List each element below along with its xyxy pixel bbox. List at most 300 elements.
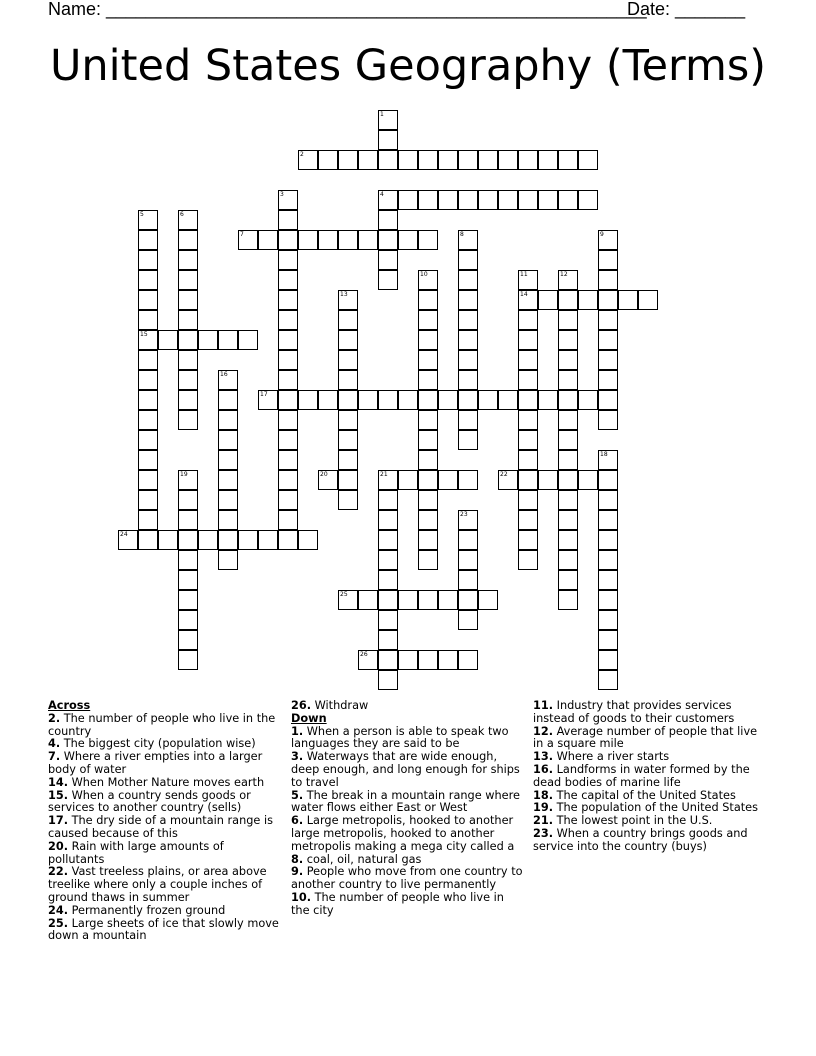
across-clue xyxy=(291,700,523,713)
crossword-cell[interactable] xyxy=(138,330,158,350)
crossword-cell[interactable] xyxy=(518,470,538,490)
crossword-cell[interactable] xyxy=(458,390,478,410)
crossword-cell[interactable] xyxy=(418,530,438,550)
crossword-cell[interactable] xyxy=(378,590,398,610)
crossword-cell[interactable] xyxy=(458,310,478,330)
crossword-cell[interactable] xyxy=(138,350,158,370)
crossword-cell[interactable] xyxy=(538,290,558,310)
crossword-cell[interactable] xyxy=(178,610,198,630)
crossword-cell[interactable] xyxy=(278,190,298,210)
crossword-cell[interactable] xyxy=(378,270,398,290)
crossword-cell[interactable] xyxy=(258,530,278,550)
crossword-cell[interactable] xyxy=(338,310,358,330)
crossword-cell[interactable] xyxy=(398,650,418,670)
crossword-cell[interactable] xyxy=(558,390,578,410)
crossword-cell[interactable] xyxy=(478,390,498,410)
crossword-cell[interactable] xyxy=(378,230,398,250)
crossword-cell[interactable] xyxy=(518,450,538,470)
crossword-cell[interactable] xyxy=(438,150,458,170)
crossword-cell[interactable] xyxy=(178,530,198,550)
crossword-cell[interactable] xyxy=(218,450,238,470)
crossword-cell[interactable] xyxy=(398,390,418,410)
crossword-cell[interactable] xyxy=(138,390,158,410)
crossword-cell[interactable] xyxy=(518,370,538,390)
crossword-cell[interactable] xyxy=(438,190,458,210)
crossword-cell[interactable] xyxy=(358,590,378,610)
crossword-cell[interactable] xyxy=(218,330,238,350)
crossword-cell[interactable] xyxy=(518,150,538,170)
crossword-cell[interactable] xyxy=(598,630,618,650)
cell-number: 20 xyxy=(320,471,328,478)
down-heading: Down xyxy=(291,711,327,725)
crossword-cell[interactable] xyxy=(518,310,538,330)
crossword-cell[interactable] xyxy=(598,650,618,670)
crossword-cell[interactable] xyxy=(518,350,538,370)
crossword-cell[interactable] xyxy=(378,130,398,150)
crossword-cell[interactable] xyxy=(218,490,238,510)
crossword-cell[interactable] xyxy=(418,590,438,610)
crossword-cell[interactable] xyxy=(278,210,298,230)
crossword-cell[interactable] xyxy=(598,530,618,550)
crossword-cell[interactable] xyxy=(598,510,618,530)
crossword-cell[interactable] xyxy=(578,190,598,210)
crossword-cell[interactable] xyxy=(138,490,158,510)
crossword-cell[interactable] xyxy=(158,530,178,550)
crossword-cell[interactable] xyxy=(338,430,358,450)
clue-number: 2. xyxy=(48,711,61,725)
crossword-cell[interactable] xyxy=(178,510,198,530)
crossword-cell[interactable] xyxy=(358,390,378,410)
crossword-cell[interactable] xyxy=(458,250,478,270)
crossword-cell[interactable] xyxy=(318,470,338,490)
crossword-cell[interactable] xyxy=(338,290,358,310)
clue-text: Large metropolis, hooked to another large metropolis, hooked to another metropolis making a mega city called a xyxy=(291,814,515,853)
crossword-cell[interactable] xyxy=(138,290,158,310)
crossword-cell[interactable] xyxy=(198,330,218,350)
crossword-cell[interactable] xyxy=(598,330,618,350)
crossword-cell[interactable] xyxy=(458,190,478,210)
crossword-cell[interactable] xyxy=(178,210,198,230)
crossword-cell[interactable] xyxy=(178,270,198,290)
crossword-cell[interactable] xyxy=(518,270,538,290)
crossword-cell[interactable] xyxy=(358,230,378,250)
clue-number: 5. xyxy=(291,788,304,802)
crossword-cell[interactable] xyxy=(178,370,198,390)
crossword-cell[interactable] xyxy=(458,350,478,370)
crossword-cell[interactable] xyxy=(378,110,398,130)
clue-text: When a country brings goods and service into the country (buys) xyxy=(533,826,748,853)
crossword-cell[interactable] xyxy=(558,490,578,510)
crossword-cell[interactable] xyxy=(178,390,198,410)
clue-number: 22. xyxy=(48,865,69,879)
crossword-cell[interactable] xyxy=(178,490,198,510)
crossword-cell[interactable] xyxy=(358,650,378,670)
crossword-cell[interactable] xyxy=(378,150,398,170)
crossword-cell[interactable] xyxy=(278,250,298,270)
crossword-cell[interactable] xyxy=(458,370,478,390)
across-clue xyxy=(48,790,280,816)
crossword-cell[interactable] xyxy=(258,230,278,250)
clue-number: 8. xyxy=(291,852,304,866)
crossword-cell[interactable] xyxy=(338,330,358,350)
crossword-cell[interactable] xyxy=(418,390,438,410)
crossword-cell[interactable] xyxy=(598,670,618,690)
crossword-cell[interactable] xyxy=(478,590,498,610)
crossword-cell[interactable] xyxy=(138,250,158,270)
cell-number: 5 xyxy=(140,211,144,218)
crossword-cell[interactable] xyxy=(218,470,238,490)
cell-number: 6 xyxy=(180,211,184,218)
crossword-cell[interactable] xyxy=(378,190,398,210)
crossword-cell[interactable] xyxy=(558,530,578,550)
crossword-cell[interactable] xyxy=(138,210,158,230)
crossword-cell[interactable] xyxy=(178,250,198,270)
crossword-cell[interactable] xyxy=(458,330,478,350)
crossword-cell[interactable] xyxy=(318,390,338,410)
crossword-cell[interactable] xyxy=(458,530,478,550)
clues-column-1 xyxy=(48,700,280,943)
crossword-cell[interactable] xyxy=(418,650,438,670)
crossword-cell[interactable] xyxy=(318,150,338,170)
crossword-cell[interactable] xyxy=(178,650,198,670)
crossword-cell[interactable] xyxy=(598,290,618,310)
crossword-cell[interactable] xyxy=(418,470,438,490)
crossword-cell[interactable] xyxy=(558,450,578,470)
cell-number: 18 xyxy=(600,451,608,458)
crossword-cell[interactable] xyxy=(518,390,538,410)
crossword-cell[interactable] xyxy=(598,570,618,590)
crossword-cell[interactable] xyxy=(378,670,398,690)
cell-number: 10 xyxy=(420,271,428,278)
across-clue xyxy=(48,815,280,841)
cell-number: 24 xyxy=(120,531,128,538)
clue-number: 11. xyxy=(533,699,554,712)
crossword-cell[interactable] xyxy=(338,390,358,410)
crossword-cell[interactable] xyxy=(418,350,438,370)
crossword-cell[interactable] xyxy=(118,530,138,550)
crossword-cell[interactable] xyxy=(438,590,458,610)
crossword-cell[interactable] xyxy=(178,590,198,610)
crossword-cell[interactable] xyxy=(398,190,418,210)
crossword-cell[interactable] xyxy=(458,290,478,310)
crossword-cell[interactable] xyxy=(138,410,158,430)
crossword-cell[interactable] xyxy=(558,410,578,430)
clue-text: Withdraw xyxy=(311,699,369,712)
crossword-cell[interactable] xyxy=(278,510,298,530)
crossword-cell[interactable] xyxy=(278,450,298,470)
crossword-cell[interactable] xyxy=(218,370,238,390)
crossword-cell[interactable] xyxy=(138,270,158,290)
crossword-cell[interactable] xyxy=(278,430,298,450)
crossword-cell[interactable] xyxy=(298,530,318,550)
crossword-cell[interactable] xyxy=(278,370,298,390)
crossword-cell[interactable] xyxy=(558,190,578,210)
crossword-cell[interactable] xyxy=(438,650,458,670)
crossword-cell[interactable] xyxy=(178,230,198,250)
crossword-cell[interactable] xyxy=(278,330,298,350)
crossword-cell[interactable] xyxy=(458,650,478,670)
date-line[interactable]: Date: _______ xyxy=(627,0,746,19)
cell-number: 8 xyxy=(460,231,464,238)
crossword-cell[interactable] xyxy=(138,510,158,530)
crossword-cell[interactable] xyxy=(238,530,258,550)
crossword-cell[interactable] xyxy=(278,270,298,290)
crossword-cell[interactable] xyxy=(498,190,518,210)
crossword-cell[interactable] xyxy=(558,470,578,490)
crossword-cell[interactable] xyxy=(518,490,538,510)
crossword-cell[interactable] xyxy=(518,330,538,350)
crossword-cell[interactable] xyxy=(478,190,498,210)
crossword-cell[interactable] xyxy=(418,370,438,390)
crossword-cell[interactable] xyxy=(438,470,458,490)
crossword-cell[interactable] xyxy=(598,270,618,290)
crossword-cell[interactable] xyxy=(318,230,338,250)
crossword-cell[interactable] xyxy=(278,310,298,330)
crossword-cell[interactable] xyxy=(238,230,258,250)
crossword-cell[interactable] xyxy=(538,470,558,490)
crossword-cell[interactable] xyxy=(338,410,358,430)
crossword-cell[interactable] xyxy=(518,530,538,550)
crossword-cell[interactable] xyxy=(558,350,578,370)
crossword-cell[interactable] xyxy=(178,350,198,370)
crossword-cell[interactable] xyxy=(418,190,438,210)
crossword-cell[interactable] xyxy=(598,230,618,250)
crossword-cell[interactable] xyxy=(278,350,298,370)
crossword-cell[interactable] xyxy=(258,390,278,410)
crossword-cell[interactable] xyxy=(638,290,658,310)
down-clue xyxy=(533,700,769,726)
clue-text: The number of people who live in the country xyxy=(48,711,276,738)
crossword-cell[interactable] xyxy=(338,150,358,170)
crossword-cell[interactable] xyxy=(618,290,638,310)
down-clue xyxy=(533,828,769,854)
clue-text: The break in a mountain range where water flows either East or West xyxy=(291,788,520,815)
crossword-cell[interactable] xyxy=(378,610,398,630)
crossword-cell[interactable] xyxy=(378,250,398,270)
crossword-cell[interactable] xyxy=(418,430,438,450)
crossword-cell[interactable] xyxy=(418,450,438,470)
crossword-cell[interactable] xyxy=(278,230,298,250)
crossword-cell[interactable] xyxy=(278,530,298,550)
crossword-cell[interactable] xyxy=(558,270,578,290)
crossword-cell[interactable] xyxy=(518,190,538,210)
crossword-cell[interactable] xyxy=(418,150,438,170)
clue-text: When a person is able to speak two languages they are said to be xyxy=(291,724,509,751)
crossword-cell[interactable] xyxy=(538,190,558,210)
crossword-cell[interactable] xyxy=(558,550,578,570)
crossword-cell[interactable] xyxy=(238,330,258,350)
crossword-cell[interactable] xyxy=(218,550,238,570)
clue-text: The population of the United States xyxy=(553,801,759,815)
crossword-cell[interactable] xyxy=(378,510,398,530)
crossword-cell[interactable] xyxy=(338,230,358,250)
crossword-cell[interactable] xyxy=(178,550,198,570)
crossword-cell[interactable] xyxy=(598,410,618,430)
crossword-cell[interactable] xyxy=(278,470,298,490)
crossword-cell[interactable] xyxy=(458,410,478,430)
crossword-cell[interactable] xyxy=(498,470,518,490)
crossword-cell[interactable] xyxy=(598,310,618,330)
crossword-cell[interactable] xyxy=(598,350,618,370)
down-clue xyxy=(291,751,523,789)
crossword-cell[interactable] xyxy=(418,490,438,510)
crossword-cell[interactable] xyxy=(518,430,538,450)
crossword-cell[interactable] xyxy=(218,530,238,550)
crossword-cell[interactable] xyxy=(478,150,498,170)
crossword-cell[interactable] xyxy=(298,150,318,170)
crossword-cell[interactable] xyxy=(418,230,438,250)
crossword-cell[interactable] xyxy=(378,210,398,230)
crossword-cell[interactable] xyxy=(418,310,438,330)
crossword-cell[interactable] xyxy=(458,270,478,290)
across-clue xyxy=(48,866,280,904)
crossword-cell[interactable] xyxy=(498,150,518,170)
clue-number: 4. xyxy=(48,737,61,751)
crossword-cell[interactable] xyxy=(598,450,618,470)
crossword-cell[interactable] xyxy=(538,390,558,410)
crossword-cell[interactable] xyxy=(418,290,438,310)
crossword-cell[interactable] xyxy=(558,510,578,530)
clue-number: 7. xyxy=(48,750,61,764)
clue-number: 24. xyxy=(48,903,69,917)
clue-number: 9. xyxy=(291,865,304,879)
crossword-cell[interactable] xyxy=(158,330,178,350)
crossword-cell[interactable] xyxy=(138,470,158,490)
crossword-cell[interactable] xyxy=(578,150,598,170)
cell-number: 11 xyxy=(520,271,528,278)
crossword-cell[interactable] xyxy=(418,270,438,290)
down-clue xyxy=(291,892,523,918)
crossword-cell[interactable] xyxy=(298,390,318,410)
crossword-cell[interactable] xyxy=(378,390,398,410)
crossword-cell[interactable] xyxy=(598,590,618,610)
crossword-cell[interactable] xyxy=(218,430,238,450)
crossword-cell[interactable] xyxy=(338,490,358,510)
crossword-cell[interactable] xyxy=(378,490,398,510)
crossword-cell[interactable] xyxy=(518,290,538,310)
clue-number: 26. xyxy=(291,699,312,712)
clue-text: Waterways that are wide enough, deep enough, and long enough for ships to travel xyxy=(291,750,520,789)
crossword-cell[interactable] xyxy=(138,310,158,330)
crossword-cell[interactable] xyxy=(358,150,378,170)
crossword-cell[interactable] xyxy=(518,410,538,430)
cell-number: 16 xyxy=(220,371,228,378)
crossword-cell[interactable] xyxy=(438,390,458,410)
crossword-cell[interactable] xyxy=(598,490,618,510)
crossword-cell[interactable] xyxy=(458,570,478,590)
crossword-cell[interactable] xyxy=(578,390,598,410)
crossword-cell[interactable] xyxy=(558,370,578,390)
crossword-cell[interactable] xyxy=(378,530,398,550)
crossword-cell[interactable] xyxy=(378,630,398,650)
crossword-cell[interactable] xyxy=(178,470,198,490)
crossword-cell[interactable] xyxy=(278,410,298,430)
crossword-cell[interactable] xyxy=(378,470,398,490)
crossword-cell[interactable] xyxy=(558,570,578,590)
cell-number: 21 xyxy=(380,471,388,478)
crossword-cell[interactable] xyxy=(398,150,418,170)
crossword-cell[interactable] xyxy=(278,390,298,410)
crossword-cell[interactable] xyxy=(398,590,418,610)
crossword-cell[interactable] xyxy=(598,370,618,390)
crossword-cell[interactable] xyxy=(338,470,358,490)
crossword-cell[interactable] xyxy=(178,290,198,310)
crossword-cell[interactable] xyxy=(338,590,358,610)
crossword-cell[interactable] xyxy=(178,310,198,330)
crossword-cell[interactable] xyxy=(598,390,618,410)
crossword-cell[interactable] xyxy=(398,470,418,490)
crossword-cell[interactable] xyxy=(418,330,438,350)
crossword-cell[interactable] xyxy=(458,470,478,490)
crossword-cell[interactable] xyxy=(518,550,538,570)
cell-number: 26 xyxy=(360,651,368,658)
crossword-cell[interactable] xyxy=(218,410,238,430)
crossword-cell[interactable] xyxy=(178,570,198,590)
crossword-cell[interactable] xyxy=(458,590,478,610)
crossword-cell[interactable] xyxy=(558,330,578,350)
crossword-cell[interactable] xyxy=(138,370,158,390)
crossword-cell[interactable] xyxy=(418,410,438,430)
crossword-cell[interactable] xyxy=(538,150,558,170)
crossword-cell[interactable] xyxy=(138,530,158,550)
crossword-cell[interactable] xyxy=(418,550,438,570)
crossword-cell[interactable] xyxy=(278,490,298,510)
crossword-cell[interactable] xyxy=(138,430,158,450)
crossword-cell[interactable] xyxy=(458,430,478,450)
crossword-cell[interactable] xyxy=(218,390,238,410)
cell-number: 14 xyxy=(520,291,528,298)
crossword-cell[interactable] xyxy=(218,510,238,530)
crossword-cell[interactable] xyxy=(378,650,398,670)
crossword-cell[interactable] xyxy=(178,410,198,430)
crossword-cell[interactable] xyxy=(558,430,578,450)
crossword-cell[interactable] xyxy=(378,570,398,590)
crossword-cell[interactable] xyxy=(418,510,438,530)
crossword-cell[interactable] xyxy=(278,290,298,310)
crossword-cell[interactable] xyxy=(578,470,598,490)
crossword-cell[interactable] xyxy=(458,550,478,570)
crossword-cell[interactable] xyxy=(598,470,618,490)
crossword-cell[interactable] xyxy=(498,390,518,410)
crossword-cell[interactable] xyxy=(458,230,478,250)
crossword-cell[interactable] xyxy=(338,370,358,390)
crossword-cell[interactable] xyxy=(558,290,578,310)
crossword-cell[interactable] xyxy=(198,530,218,550)
crossword-cell[interactable] xyxy=(338,350,358,370)
crossword-cell[interactable] xyxy=(598,250,618,270)
crossword-cell[interactable] xyxy=(398,230,418,250)
across-heading: Across xyxy=(48,699,91,712)
crossword-cell[interactable] xyxy=(518,510,538,530)
crossword-cell[interactable] xyxy=(458,150,478,170)
crossword-cell[interactable] xyxy=(378,550,398,570)
crossword-cell[interactable] xyxy=(298,230,318,250)
crossword-cell[interactable] xyxy=(558,310,578,330)
crossword-cell[interactable] xyxy=(558,590,578,610)
name-line[interactable]: Name: ______________________________________________________ xyxy=(48,0,647,19)
crossword-cell[interactable] xyxy=(458,610,478,630)
crossword-cell[interactable] xyxy=(338,450,358,470)
crossword-cell[interactable] xyxy=(558,150,578,170)
crossword-cell[interactable] xyxy=(598,550,618,570)
crossword-cell[interactable] xyxy=(178,330,198,350)
crossword-cell[interactable] xyxy=(138,450,158,470)
crossword-cell[interactable] xyxy=(458,510,478,530)
crossword-cell[interactable] xyxy=(578,290,598,310)
crossword-cell[interactable] xyxy=(178,630,198,650)
crossword-cell[interactable] xyxy=(138,230,158,250)
crossword-cell[interactable] xyxy=(598,610,618,630)
